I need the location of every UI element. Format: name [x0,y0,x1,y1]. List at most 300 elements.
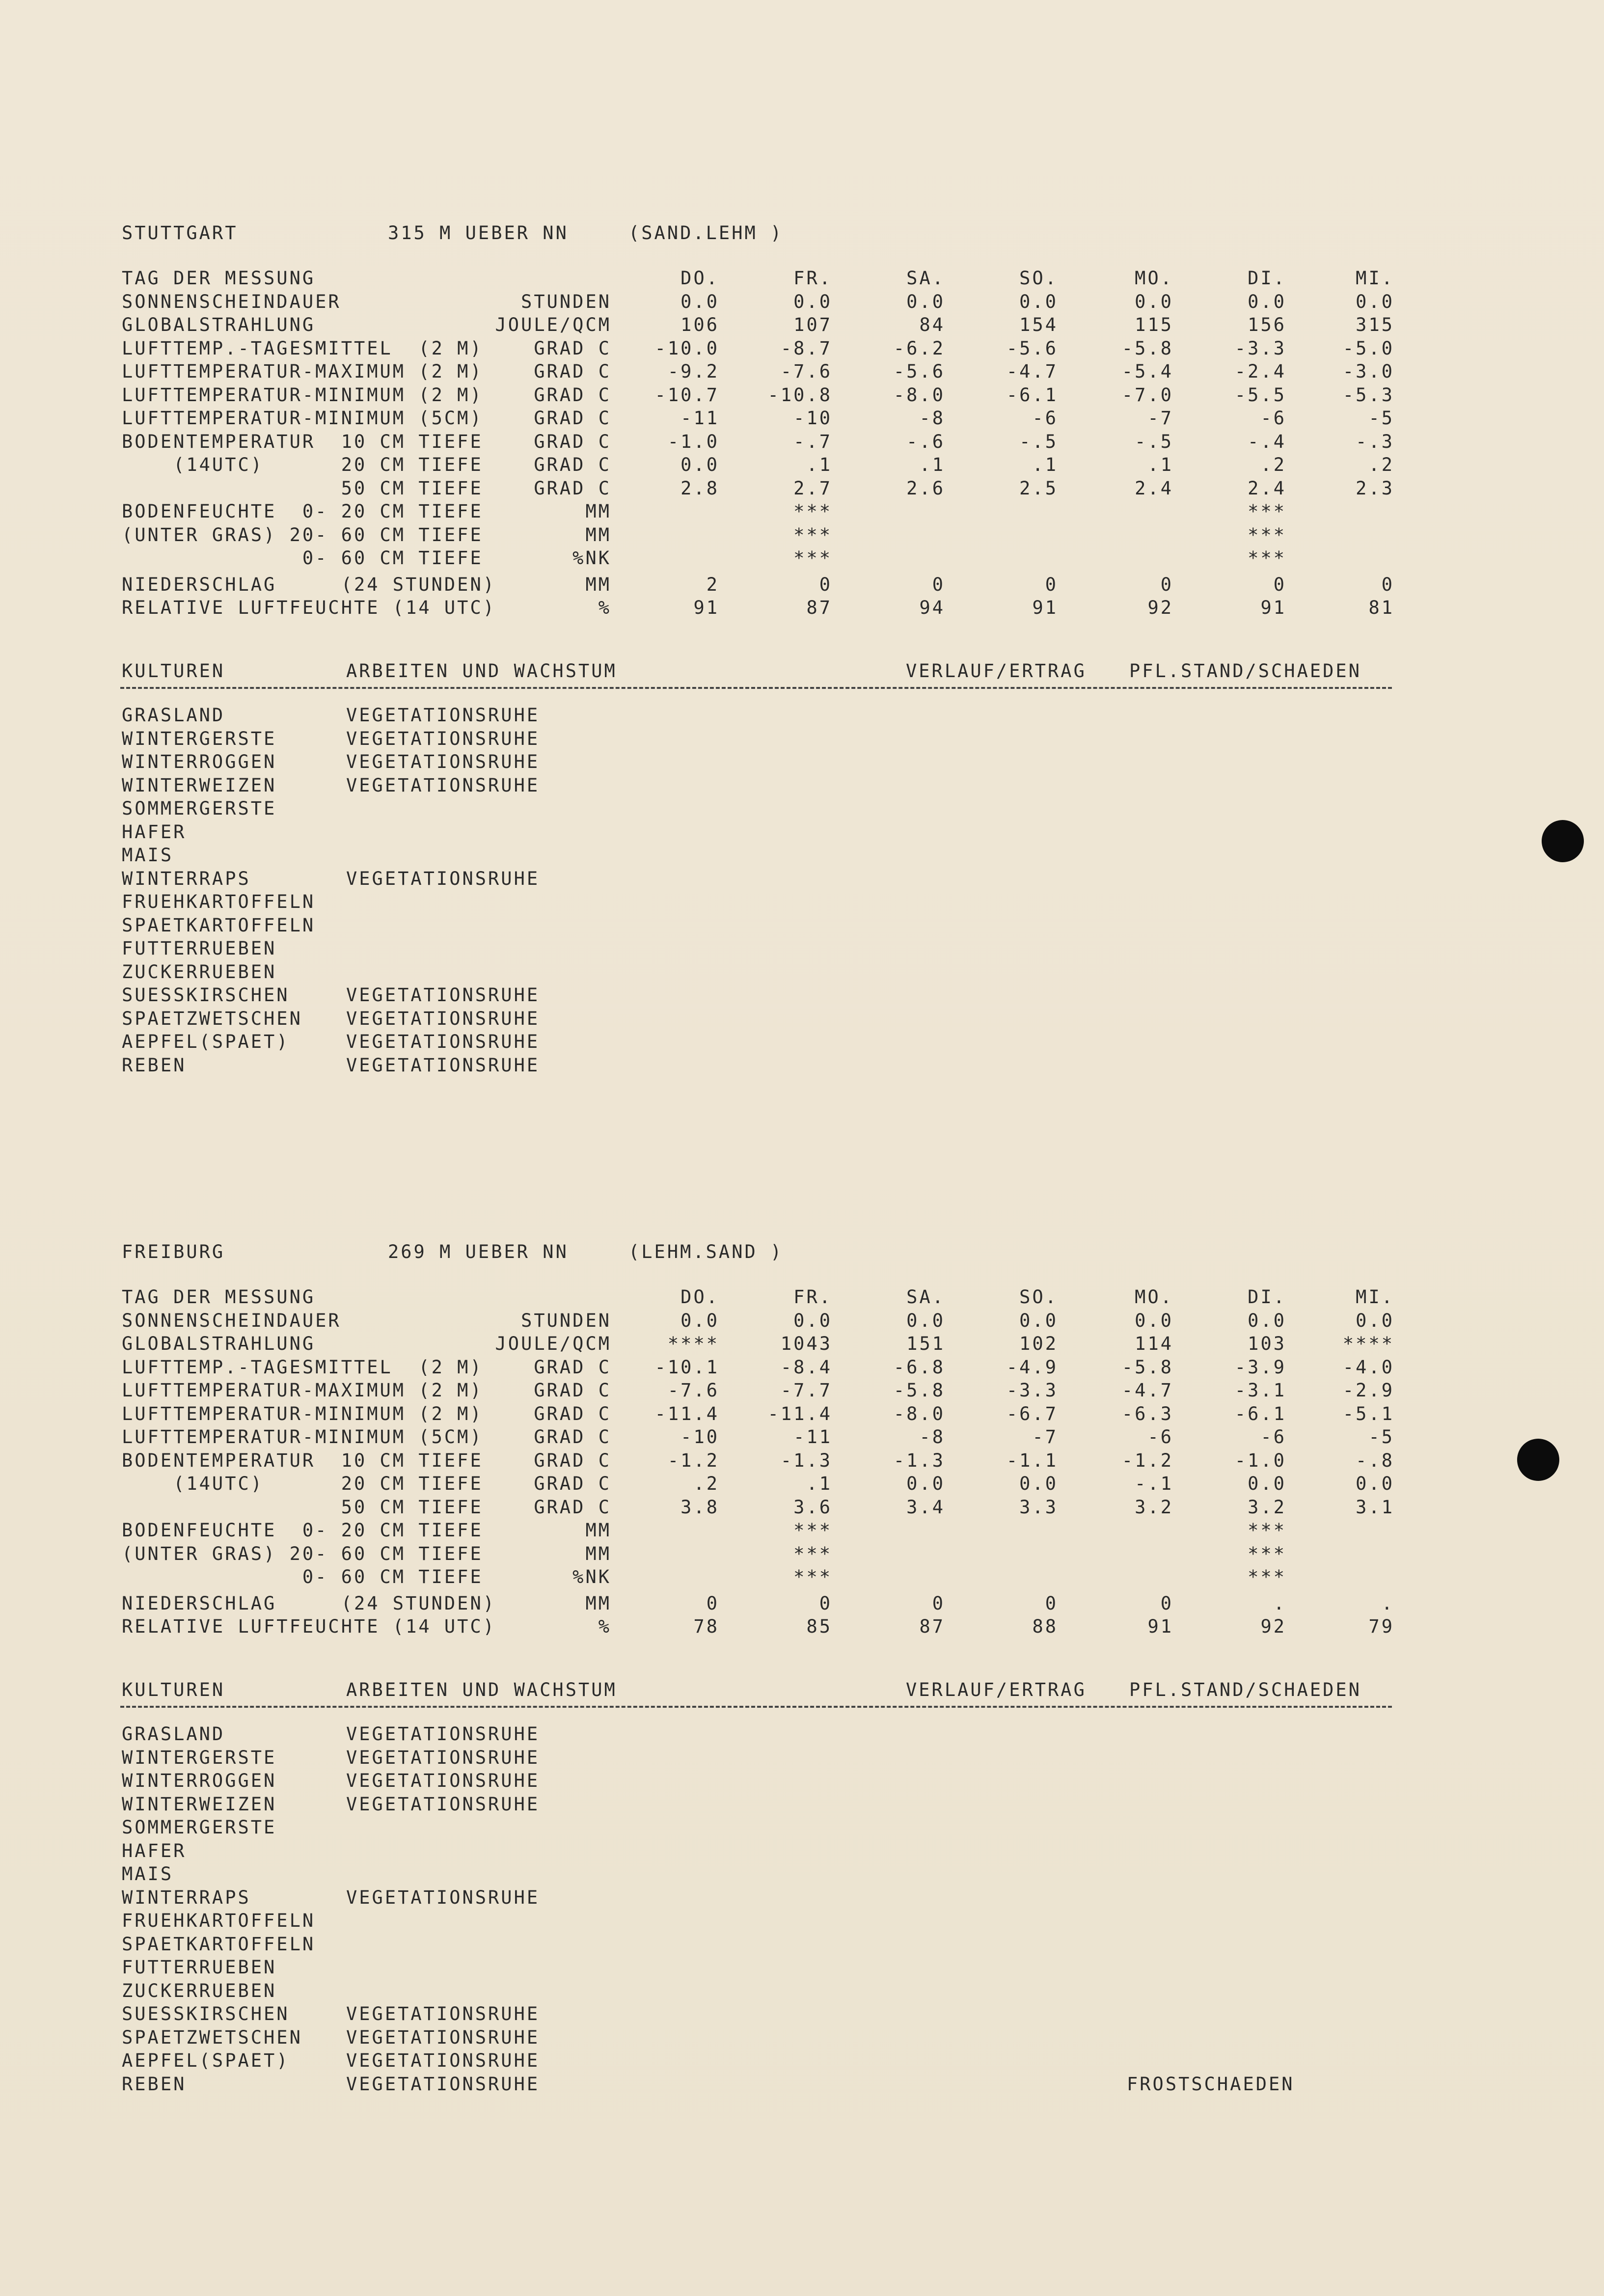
row-value: 114 [1135,1333,1173,1354]
row-value: **** [667,1333,719,1354]
row-value: 0.0 [680,1310,719,1331]
crop-name: FUTTERRUEBEN [122,1957,277,1978]
row-value: -4.7 [1121,1380,1173,1401]
day-header: DI. [1248,268,1286,289]
row-unit: STUNDEN [521,1310,611,1331]
row-value: *** [793,524,832,546]
row-value: -2.9 [1342,1380,1394,1401]
row-label: GLOBALSTRAHLUNG [122,314,316,335]
row-value: *** [1248,1566,1286,1587]
row-value: 156 [1248,314,1286,335]
row-value: 87 [919,1616,945,1637]
verlauf-header: VERLAUF/ERTRAG [906,660,1087,682]
row-value: 0.0 [1019,1310,1058,1331]
row-label: SONNENSCHEINDAUER [122,291,341,312]
row-unit: GRAD C [534,408,611,429]
row-value: 3.2 [1248,1496,1286,1518]
row-value: 91 [1147,1616,1173,1637]
row-value: -4.7 [1006,361,1058,382]
row-value: -8.7 [780,337,832,359]
row-value: -3.3 [1234,337,1286,359]
row-label: LUFTTEMPERATUR-MINIMUM (5CM) [122,1426,483,1448]
crop-status: VEGETATIONSRUHE [346,1723,540,1745]
row-value: .1 [1032,454,1058,475]
row-unit: GRAD C [534,1473,611,1494]
row-value: 0.0 [906,1310,945,1331]
row-label: BODENTEMPERATUR 10 CM TIEFE [122,1449,483,1471]
row-label: (14UTC) 20 CM TIEFE [122,454,483,475]
row-value: 2.6 [906,477,945,499]
row-value: -5.8 [1121,337,1173,359]
row-label: NIEDERSCHLAG (24 STUNDEN) [122,1592,496,1614]
row-value: 91 [1260,597,1286,618]
row-value: -10.1 [654,1356,719,1378]
row-unit: GRAD C [534,1356,611,1378]
row-value: -.1 [1135,1473,1173,1494]
crop-status: VEGETATIONSRUHE [346,705,540,726]
row-label: 50 CM TIEFE [122,1496,483,1518]
row-value: 151 [906,1333,945,1354]
row-value: 0 [1045,574,1058,595]
crop-name: SPAETKARTOFFELN [122,914,316,936]
row-value: -6.1 [1234,1403,1286,1424]
row-value: -1.0 [1234,1449,1286,1471]
row-value: -1.1 [1006,1449,1058,1471]
crop-name: GRASLAND [122,705,225,726]
row-value: 0 [819,574,832,595]
row-value: -.6 [906,431,945,452]
row-value: 91 [1032,597,1058,618]
day-header: MI. [1356,268,1394,289]
row-value: 87 [806,597,832,618]
row-value: *** [793,1520,832,1541]
crop-name: MAIS [122,845,174,866]
station-name: FREIBURG [122,1241,225,1262]
row-unit: MM [585,501,611,522]
row-value: 0.0 [1135,1310,1173,1331]
row-value: -5.0 [1342,337,1394,359]
row-label: 0- 60 CM TIEFE [122,1566,483,1587]
crop-name: GRASLAND [122,1723,225,1745]
row-value: 2.4 [1248,477,1286,499]
crop-status: VEGETATIONSRUHE [346,868,540,889]
punch-hole-top [1542,820,1584,862]
crop-status: VEGETATIONSRUHE [346,2073,540,2095]
row-value: 81 [1368,597,1394,618]
crop-name: SOMMERGERSTE [122,1817,277,1838]
row-value: *** [1248,1520,1286,1541]
row-label: BODENFEUCHTE 0- 20 CM TIEFE [122,501,483,522]
row-value: -6 [1032,408,1058,429]
row-unit: GRAD C [534,361,611,382]
row-value: -5.6 [1006,337,1058,359]
row-value: -1.2 [1121,1449,1173,1471]
row-value: *** [793,1543,832,1564]
row-value: *** [1248,1543,1286,1564]
verlauf-header: VERLAUF/ERTRAG [906,1679,1087,1700]
row-value: -8.0 [893,384,945,406]
row-value: -5.4 [1121,361,1173,382]
day-header: MI. [1356,1286,1394,1308]
row-unit: %NK [572,1566,611,1587]
row-unit: MM [585,1520,611,1541]
row-value: -11.4 [767,1403,832,1424]
row-value: -9.2 [667,361,719,382]
row-value: 2.4 [1135,477,1173,499]
crop-name: REBEN [122,2073,187,2095]
row-value: -1.3 [893,1449,945,1471]
crop-name: FRUEHKARTOFFELN [122,1910,316,1931]
row-label: SONNENSCHEINDAUER [122,1310,341,1331]
row-value: -5 [1368,1426,1394,1448]
row-value: 78 [693,1616,719,1637]
row-value: -5.1 [1342,1403,1394,1424]
row-label: LUFTTEMPERATUR-MINIMUM (2 M) [122,1403,483,1424]
row-value: 0.0 [1248,1310,1286,1331]
row-unit: STUNDEN [521,291,611,312]
row-value: -3.3 [1006,1380,1058,1401]
day-header: SO. [1019,268,1058,289]
row-value: 0 [1160,1592,1173,1614]
row-value: -6.7 [1006,1403,1058,1424]
row-value: *** [1248,547,1286,569]
row-value: .1 [806,454,832,475]
row-value: 3.2 [1135,1496,1173,1518]
row-value: *** [1248,524,1286,546]
crop-name: WINTERGERSTE [122,728,277,749]
row-label: LUFTTEMPERATUR-MINIMUM (5CM) [122,408,483,429]
crop-name: FRUEHKARTOFFELN [122,891,316,912]
row-value: -2.4 [1234,361,1286,382]
row-value: -5.5 [1234,384,1286,406]
row-unit: GRAD C [534,477,611,499]
crop-status: VEGETATIONSRUHE [346,2050,540,2071]
crop-name: WINTERWEIZEN [122,774,277,796]
row-value: -3.1 [1234,1380,1286,1401]
day-header: MO. [1135,1286,1173,1308]
measurement-day-label: TAG DER MESSUNG [122,1286,316,1308]
row-value: -7 [1032,1426,1058,1448]
row-unit: GRAD C [534,431,611,452]
row-value: 2.3 [1356,477,1394,499]
row-value: -4.9 [1006,1356,1058,1378]
day-header: SA. [906,1286,945,1308]
row-value: -10.7 [654,384,719,406]
row-value: -1.3 [780,1449,832,1471]
crop-name: MAIS [122,1863,174,1885]
row-label: RELATIVE LUFTFEUCHTE (14 UTC) [122,1616,496,1637]
row-value: -10.8 [767,384,832,406]
row-value: 92 [1260,1616,1286,1637]
row-value: 315 [1356,314,1394,335]
row-unit: MM [585,524,611,546]
row-unit: GRAD C [534,1426,611,1448]
row-value: -7 [1147,408,1173,429]
row-value: 2.7 [793,477,832,499]
row-value: 103 [1248,1333,1286,1354]
row-label: LUFTTEMPERATUR-MAXIMUM (2 M) [122,1380,483,1401]
row-value: -.7 [793,431,832,452]
row-value: -6.2 [893,337,945,359]
row-value: -7.6 [780,361,832,382]
row-value: 0.0 [680,291,719,312]
row-value: 0.0 [1135,291,1173,312]
crop-name: SUESSKIRSCHEN [122,984,290,1006]
row-value: .1 [1147,454,1173,475]
row-value: 0 [1381,574,1394,595]
row-value: 85 [806,1616,832,1637]
row-value: -6 [1260,408,1286,429]
row-value: -8 [919,408,945,429]
row-value: 0 [1160,574,1173,595]
row-value: -6.1 [1006,384,1058,406]
row-value: 2.8 [680,477,719,499]
kulturen-header: KULTUREN [122,660,225,682]
crop-name: REBEN [122,1054,187,1076]
row-value: 0 [706,1592,719,1614]
row-value: -1.0 [667,431,719,452]
day-header: DO. [680,268,719,289]
row-value: 106 [680,314,719,335]
crop-status: VEGETATIONSRUHE [346,774,540,796]
row-value: -3.0 [1342,361,1394,382]
row-value: 0.0 [1248,291,1286,312]
row-value: 0.0 [793,291,832,312]
crop-name: AEPFEL(SPAET) [122,2050,290,2071]
row-value: -.5 [1135,431,1173,452]
row-value: 94 [919,597,945,618]
crop-status: VEGETATIONSRUHE [346,1031,540,1052]
station-name: STUTTGART [122,222,238,244]
row-value: .2 [1368,454,1394,475]
row-value: .2 [693,1473,719,1494]
kulturen-header: KULTUREN [122,1679,225,1700]
row-value: -5.8 [1121,1356,1173,1378]
pfl-header: PFL.STAND/SCHAEDEN [1129,660,1361,682]
row-value: . [1273,1592,1286,1614]
station-soil: (LEHM.SAND ) [628,1241,784,1262]
crop-status: VEGETATIONSRUHE [346,751,540,772]
row-unit: GRAD C [534,1380,611,1401]
crop-status: VEGETATIONSRUHE [346,984,540,1006]
row-label: BODENFEUCHTE 0- 20 CM TIEFE [122,1520,483,1541]
kulturen-divider [120,687,1392,689]
row-value: -3.9 [1234,1356,1286,1378]
row-value: -11 [793,1426,832,1448]
day-header: DI. [1248,1286,1286,1308]
row-unit: GRAD C [534,1449,611,1471]
row-value: -6.8 [893,1356,945,1378]
row-value: **** [1342,1333,1394,1354]
row-value: 79 [1368,1616,1394,1637]
crop-status: VEGETATIONSRUHE [346,1886,540,1908]
row-label: BODENTEMPERATUR 10 CM TIEFE [122,431,483,452]
row-value: 0.0 [1356,1310,1394,1331]
row-value: -8 [919,1426,945,1448]
station-elevation: 315 M UEBER NN [388,222,569,244]
row-value: -1.2 [667,1449,719,1471]
crop-name: ZUCKERRUEBEN [122,961,277,983]
row-value: 107 [793,314,832,335]
crop-name: SPAETKARTOFFELN [122,1933,316,1955]
row-unit: GRAD C [534,384,611,406]
crop-name: WINTERROGGEN [122,1770,277,1791]
row-value: *** [793,501,832,522]
row-unit: % [598,597,611,618]
row-value: 3.4 [906,1496,945,1518]
row-value: 3.1 [1356,1496,1394,1518]
row-value: 3.6 [793,1496,832,1518]
row-label: 50 CM TIEFE [122,477,483,499]
row-unit: % [598,1616,611,1637]
row-value: 0 [1273,574,1286,595]
row-value: 0.0 [1019,1473,1058,1494]
day-header: SA. [906,268,945,289]
row-value: 0 [819,1592,832,1614]
crop-name: WINTERROGGEN [122,751,277,772]
crop-status: VEGETATIONSRUHE [346,1008,540,1029]
measurement-day-label: TAG DER MESSUNG [122,268,316,289]
station-soil: (SAND.LEHM ) [628,222,784,244]
row-value: -7.0 [1121,384,1173,406]
row-unit: GRAD C [534,454,611,475]
row-value: 2.5 [1019,477,1058,499]
crop-name: WINTERRAPS [122,868,251,889]
crop-name: SPAETZWETSCHEN [122,1008,302,1029]
crop-note: FROSTSCHAEDEN [1127,2073,1295,2095]
row-value: 88 [1032,1616,1058,1637]
crop-status: VEGETATIONSRUHE [346,1793,540,1815]
day-header: MO. [1135,268,1173,289]
row-value: -7.7 [780,1380,832,1401]
row-value: 2 [706,574,719,595]
row-value: *** [793,547,832,569]
punch-hole-bottom [1517,1439,1559,1481]
day-header: FR. [793,1286,832,1308]
crop-status: VEGETATIONSRUHE [346,1054,540,1076]
row-value: 84 [919,314,945,335]
row-value: *** [793,1566,832,1587]
day-header: DO. [680,1286,719,1308]
row-value: 92 [1147,597,1173,618]
row-value: 1043 [780,1333,832,1354]
row-unit: GRAD C [534,1496,611,1518]
crop-name: WINTERGERSTE [122,1747,277,1768]
row-value: .1 [806,1473,832,1494]
crop-name: AEPFEL(SPAET) [122,1031,290,1052]
row-label: NIEDERSCHLAG (24 STUNDEN) [122,574,496,595]
row-label: (UNTER GRAS) 20- 60 CM TIEFE [122,524,483,546]
row-value: -.5 [1019,431,1058,452]
row-unit: GRAD C [534,1403,611,1424]
crop-name: SPAETZWETSCHEN [122,2026,302,2048]
row-value: 102 [1019,1333,1058,1354]
crop-status: VEGETATIONSRUHE [346,1770,540,1791]
row-value: 0.0 [680,454,719,475]
station-elevation: 269 M UEBER NN [388,1241,569,1262]
crop-status: VEGETATIONSRUHE [346,1747,540,1768]
row-value: 0 [932,574,945,595]
row-value: 0.0 [906,1473,945,1494]
row-value: -6 [1147,1426,1173,1448]
row-value: -.3 [1356,431,1394,452]
row-label: LUFTTEMPERATUR-MAXIMUM (2 M) [122,361,483,382]
row-value: -5.3 [1342,384,1394,406]
row-label: 0- 60 CM TIEFE [122,547,483,569]
row-value: .1 [919,454,945,475]
row-value: .2 [1260,454,1286,475]
row-value: -10 [680,1426,719,1448]
arbeiten-header: ARBEITEN UND WACHSTUM [346,660,617,682]
row-value: 115 [1135,314,1173,335]
row-value: . [1381,1592,1394,1614]
crop-status: VEGETATIONSRUHE [346,2026,540,2048]
row-value: -10.0 [654,337,719,359]
row-label: GLOBALSTRAHLUNG [122,1333,316,1354]
row-value: -5 [1368,408,1394,429]
day-header: FR. [793,268,832,289]
row-value: 0.0 [1356,1473,1394,1494]
day-header: SO. [1019,1286,1058,1308]
crop-name: SOMMERGERSTE [122,798,277,819]
kulturen-divider [120,1706,1392,1708]
crop-name: SUESSKIRSCHEN [122,2003,290,2024]
row-unit: %NK [572,547,611,569]
row-value: -11 [680,408,719,429]
row-label: LUFTTEMP.-TAGESMITTEL (2 M) [122,337,483,359]
row-value: 0.0 [1019,291,1058,312]
crop-name: ZUCKERRUEBEN [122,1980,277,2001]
row-value: 0.0 [906,291,945,312]
row-unit: MM [585,1543,611,1564]
row-value: 0.0 [1248,1473,1286,1494]
row-value: 3.3 [1019,1496,1058,1518]
row-value: 154 [1019,314,1058,335]
row-value: 0 [932,1592,945,1614]
row-value: -5.6 [893,361,945,382]
row-value: -5.8 [893,1380,945,1401]
row-value: -8.0 [893,1403,945,1424]
row-value: -6 [1260,1426,1286,1448]
crop-status: VEGETATIONSRUHE [346,2003,540,2024]
row-label: RELATIVE LUFTFEUCHTE (14 UTC) [122,597,496,618]
row-unit: GRAD C [534,337,611,359]
row-value: 0 [1045,1592,1058,1614]
row-unit: MM [585,1592,611,1614]
crop-status: VEGETATIONSRUHE [346,728,540,749]
row-label: LUFTTEMPERATUR-MINIMUM (2 M) [122,384,483,406]
row-value: -.4 [1248,431,1286,452]
crop-name: HAFER [122,1840,187,1861]
row-value: -8.4 [780,1356,832,1378]
row-label: (UNTER GRAS) 20- 60 CM TIEFE [122,1543,483,1564]
arbeiten-header: ARBEITEN UND WACHSTUM [346,1679,617,1700]
row-label: LUFTTEMP.-TAGESMITTEL (2 M) [122,1356,483,1378]
row-value: 0.0 [1356,291,1394,312]
row-value: 0.0 [793,1310,832,1331]
row-value: -7.6 [667,1380,719,1401]
row-unit: JOULE/QCM [495,1333,611,1354]
pfl-header: PFL.STAND/SCHAEDEN [1129,1679,1361,1700]
row-value: -11.4 [654,1403,719,1424]
row-value: *** [1248,501,1286,522]
row-unit: MM [585,574,611,595]
row-value: 91 [693,597,719,618]
crop-name: WINTERRAPS [122,1886,251,1908]
row-value: -.8 [1356,1449,1394,1471]
row-value: 3.8 [680,1496,719,1518]
crop-name: WINTERWEIZEN [122,1793,277,1815]
